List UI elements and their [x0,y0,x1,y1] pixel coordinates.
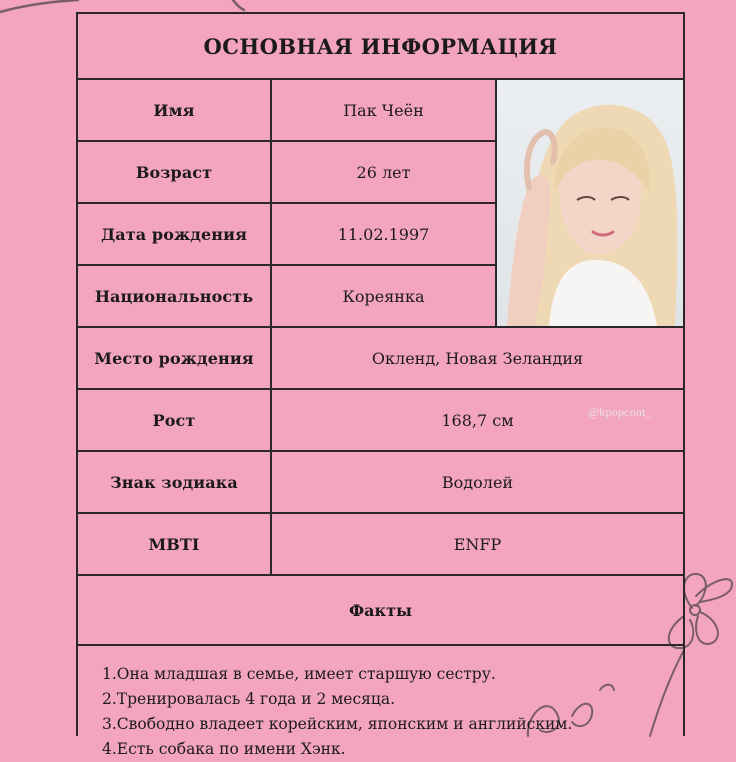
facts-title: Факты [348,600,413,620]
row-value: Пак Чеён [343,100,424,120]
facts-list [78,646,683,762]
profile-photo [495,80,683,326]
row-value: Водолей [441,472,514,492]
row-value: ENFP [453,534,502,554]
table-row [78,452,683,514]
list-item: 3.Свободно владеет корейским, японским и английским. [102,715,573,733]
info-table [76,12,685,758]
table-title-row [78,14,683,80]
row-value: 11.02.1997 [337,224,430,244]
list-item: 4.Есть собака по имени Хэнк. [102,740,346,758]
row-label: Имя [78,80,272,140]
row-label: Национальность [78,266,272,326]
watermark: @kpopcont_ [588,405,652,419]
row-label: Дата рождения [78,204,272,264]
row-label: Рост [78,390,272,450]
row-value: Кореянка [342,286,425,306]
table-row [78,328,683,390]
table-row [78,204,495,266]
row-label: MBTI [78,514,272,574]
list-item: 2.Тренировалась 4 года и 2 месяца. [102,690,396,708]
row-label: Место рождения [78,328,272,388]
row-value: 168,7 см [441,410,514,430]
table-row [78,80,495,142]
row-label: Возраст [78,142,272,202]
table-row [78,514,683,576]
table-row [78,390,683,452]
facts-header-row [78,576,683,646]
row-value: 26 лет [356,162,411,182]
list-item: 1.Она младшая в семье, имеет старшую сестру. [102,665,496,683]
row-label: Знак зодиака [78,452,272,512]
row-value: Окленд, Новая Зеландия [371,348,584,368]
table-title: ОСНОВНАЯ ИНФОРМАЦИЯ [203,33,558,59]
table-row [78,142,495,204]
